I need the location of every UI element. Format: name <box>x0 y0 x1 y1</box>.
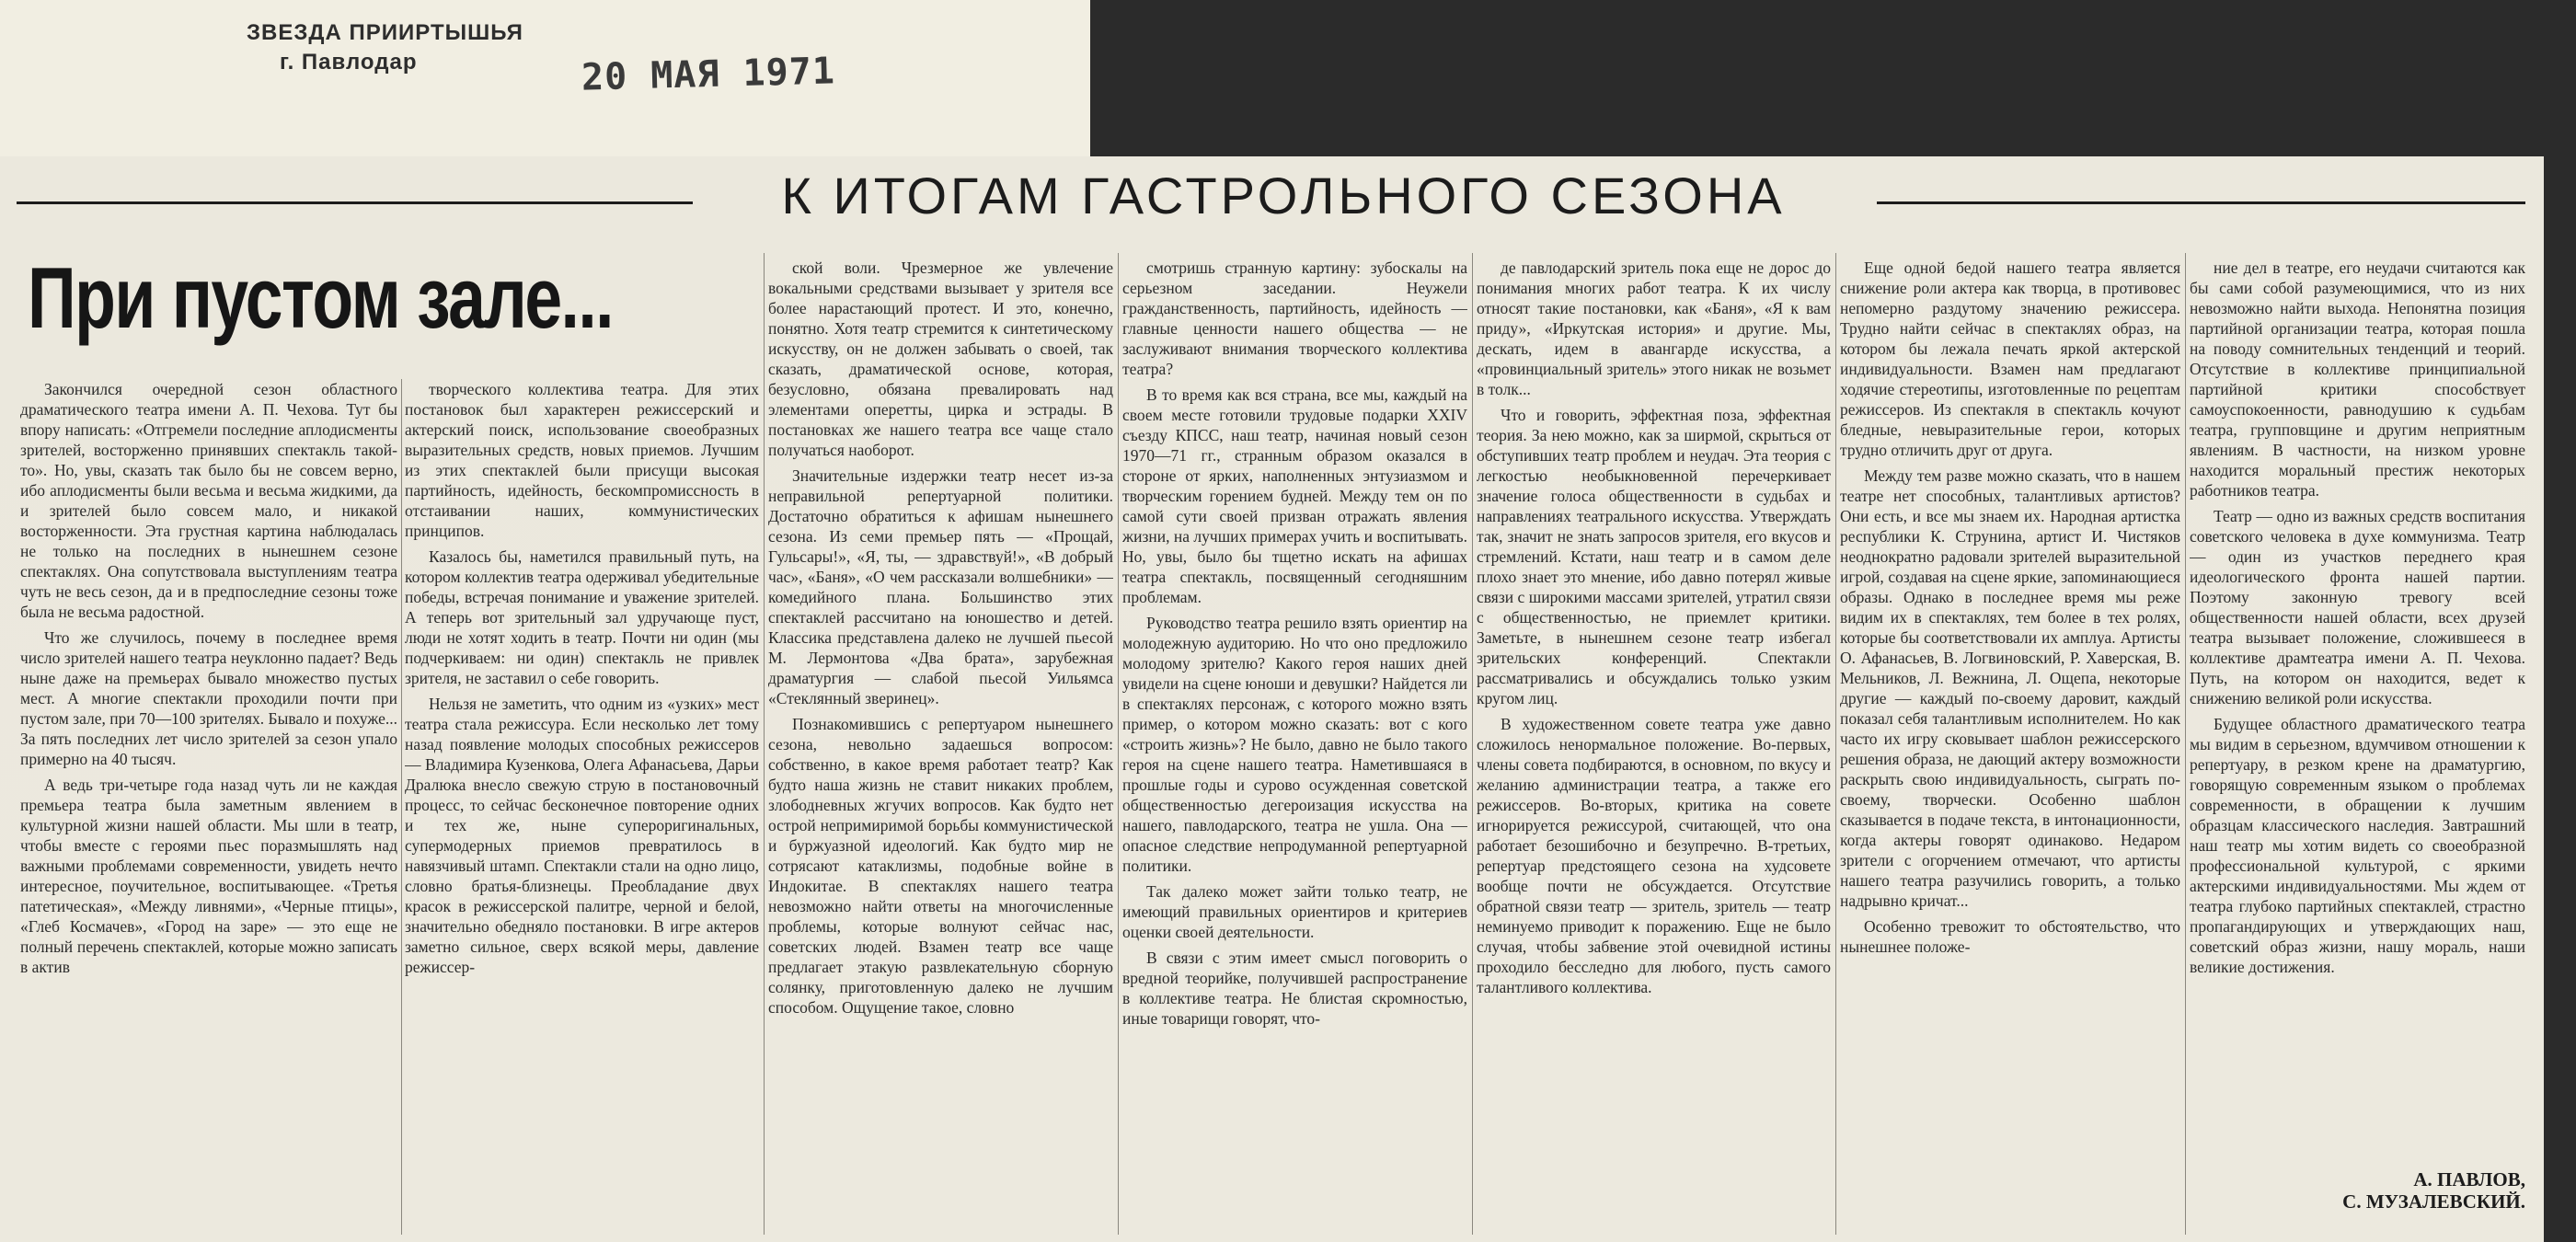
section-rubric: К ИТОГАМ ГАСТРОЛЬНОГО СЕЗОНА <box>781 167 1786 224</box>
article-column-5 <box>1477 258 1831 1235</box>
paragraph: А ведь три-четыре года назад чуть ли не каждая премьера театра была заметным явлением в культурной жизни нашей области. Мы шли в театр, чтобы вместе с героями пьес поразмышлять над важными проблемами современности, увидеть нечто интересное, поучительное, воспитывающее. «Третья патетическая», «Между ливнями», «Черные птицы», «Глеб Космачев», «Город на заре» — это еще не полный перечень спектаклей, которые можно записать в актив <box>20 776 397 976</box>
paragraph: Закончился очередной сезон областного драматического театра имени А. П. Чехова. Тут бы впору написать: «Отгремели последние аплодисменты зрителей, восторженно принявших спектакль такой-то». Но, увы, сказать так было бы не совсем верно, ибо аплодисменты были весьма и весьма жидкими, да и зрителей было совсем мало, и никакой восторженности. Эта грустная картина наблюдалась не только на последних в нынешнем сезоне спектаклях. Она сопутствовала выступлениям театра чуть не весь сезон, да и в предпоследние сезоны тоже была не весьма радостной. <box>20 380 397 621</box>
date-stamp: 20 МАЯ 1971 <box>581 50 836 99</box>
newspaper-city: г. Павлодар <box>280 50 418 75</box>
article-column-3 <box>768 258 1113 1235</box>
paragraph: В связи с этим имеет смысл поговорить о вредной теорийке, получившей распространение в коллективе театра. Не блистая скромностью, иные товарищи говорят, что- <box>1122 949 1467 1028</box>
rubric-rule-right <box>1877 201 2525 204</box>
paragraph: смотришь странную картину: зубоскалы на серьезном заседании. Неужели гражданственность, партийность, идейность — главные ценности нашего общества — не заслуживают внимания творческого коллектива театра? <box>1122 259 1467 378</box>
paragraph: Что же случилось, почему в последнее время число зрителей нашего театра неуклонно падает? Ведь ныне даже на премьерах бывало множество пустых мест. А многие спектакли проходили почти при пустом зале, при 70—100 зрителях. Бывало и похуже... За пять последних лет число зрителей за сезон упало примерно на 40 тысяч. <box>20 628 397 768</box>
paragraph: Казалось бы, наметился правильный путь, на котором коллектив театра одерживал убедительные победы, встречая понимание и уважение зрителей. А теперь вот зрительный зал удручающе пуст, люди не хотят ходить в театр. Почти ни один (мы подчеркиваем: ни один) спектакль не привлек зрителя, не заставил о себе говорить. <box>405 547 759 687</box>
paragraph: Нельзя не заметить, что одним из «узких» мест театра стала режиссура. Если несколько лет тому назад появление молодых способных режиссеров — Владимира Кузенкова, Олега Афанасьева, Дарьи Дралюка внесло свежую струю в постановочный процесс, то сейчас бесконечное повторение одних и тех же, ныне супероригинальных, супермодерных приемов превратилось в навязчивый штамп. Спектакли стали на одно лицо, словно братья-близнецы. Преобладание двух красок в режиссерской палитре, черной и белой, значительно обедняло постановки. В игре актеров заметно сильное, сверх всякой меры, давление режиссер- <box>405 695 759 976</box>
paragraph: Познакомившись с репертуаром нынешнего сезона, невольно задаешься вопросом: собственно, в какое время работает театр? Как будто наша жизнь не ставит никаких проблем, злободневных жгучих вопросов. Как будто нет острой непримиримой борьбы коммунистической и буржуазной идеологий. Как будто мир не сотрясают катаклизмы, подобные войне в Индокитае. В спектаклях нашего театра невозможно найти ответы на многочисленные проблемы, которые волнуют сейчас нас, советских людей. Взамен театр все чаще предлагает этакую развлекательную сборную солянку, приготовленную далеко не лучшим способом. Ощущение такое, словно <box>768 715 1113 1017</box>
paragraph: В то время как вся страна, все мы, каждый на своем месте готовили трудовые подарки XXIV съезду КПСС, наш театр, начиная новый сезон 1970—71 гг., странным образом оказался в стороне от ярких, наполненных энтузиазмом и творческим горением будней. Между тем он по самой сути своей призван отражать явления жизни, на лучших примерах учить и воспитывать. Но, увы, было бы тщетно искать на афишах театра спектакль, посвященный сегодняшним проблемам. <box>1122 385 1467 606</box>
paragraph: ской воли. Чрезмерное же увлечение вокальными средствами вызывает у зрителя все более нарастающий протест. И это, конечно, понятно. Хотя театр стремится к синтетическому искусству, он не должен забывать о своей, так сказать, драматической основе, которая, безусловно, обязана превалировать над элементами оперетты, цирка и эстрады. В постановках же нашего театра все чаще стало получаться наоборот. <box>768 259 1113 459</box>
paragraph: Что и говорить, эффектная поза, эффектная теория. За нею можно, как за ширмой, скрыться от обступивших театр проблем и неудач. Эта теория с легкостью необыкновенной перечеркивает значение голоса общественности в судьбах и направлениях театрального искусства. Утверждать так, значит не знать запросов зрителя, его вкусов и стремлений. Кстати, наш театр и в самом деле плохо знает это мнение, ибо давно потерял живые связи с широкими массами зрителей, утратил связи с общественностью, не приемлет критики. Заметьте, в нынешнем сезоне театр избегал зрительских конференций. Спектакли рассматривались и обсуждались только узким кругом лиц. <box>1477 406 1831 707</box>
author-name: А. ПАВЛОВ, <box>2413 1168 2525 1190</box>
article-headline: При пустом зале... <box>28 249 613 346</box>
article-column-2 <box>405 379 759 1235</box>
paragraph: де павлодарский зритель пока еще не дорос до понимания многих работ театра. К их числу относят такие постановки, как «Баня», «Я к вам приду», «Иркутская история» и другие. Мы, дескать, идем в авангарде искусства, а «провинциальный зритель» этого никак не возьмет в толк... <box>1477 259 1831 398</box>
paragraph: Между тем разве можно сказать, что в нашем театре нет способных, талантливых артистов? Они есть, и все мы знаем их. Народная артистка республики К. Струнина, артист И. Чистяков неоднократно радовали зрителей выразительной игрой, создавая на сцене яркие, запоминающиеся образы. Однако в последнее время мы реже видим их в спектаклях, тем более в тех ролях, которые бы соответствовали их амплуа. Артисты О. Афанасьев, В. Логвиновский, Р. Хаверская, В. Мельников, Л. Вежнина, Л. Ощепа, некоторые другие — каждый по-своему даровит, каждый показал себя талантливым исполнителем. Но как часто их игру сковывает шаблон режиссерского решения образа, не дающий актеру возможности раскрыть свою индивидуальность, сыграть по-своему, творчески. Особенно шаблон сказывается в подаче текста, в интонационности, когда актеры говорят одинаково. Недаром зрители с огорчением отмечают, что артисты нашего театра разучились говорить, а только надрывно кричат... <box>1840 466 2180 910</box>
newspaper-title: ЗВЕЗДА ПРИИРТЫШЬЯ <box>247 20 523 45</box>
paragraph: Будущее областного драматического театра мы видим в серьезном, вдумчивом отношении к репертуару, в резком крене на драматургию, говорящую современным языком о проблемах современности, в обращении к лучшим образцам классического наследия. Завтрашний наш театр мы хотим видеть со своеобразной профессиональной культурой, с яркими актерскими индивидуальностями. Мы ждем от театра глубоко партийных спектаклей, страстно пропагандирующих и утверждающих наш, советский образ жизни, нашу мораль, наши великие достижения. <box>2190 715 2525 976</box>
column-divider <box>764 253 765 1235</box>
paragraph: В художественном совете театра уже давно сложилось ненормальное положение. Во-первых, члены совета подбираются, в основном, по вкусу и желанию администрации театра, а также его режиссеров. Во-вторых, критика на совете игнорируется режиссурой, считающей, что она работает безошибочно и безупречно. В-третьих, репертуар предстоящего сезона на худсовете вообще почти не обсуждается. Отсутствие обратной связи театр — зритель, зритель — театр неминуемо приводит к поражению. Еще не было случая, чтобы забвение этой очевидной истины проходило бесследно для любого, пусть самого талантливого коллектива. <box>1477 715 1831 996</box>
paragraph: Значительные издержки театр несет из-за неправильной репертуарной политики. Достаточно обратиться к афишам нынешнего сезона. Из семи премьер пять — «Прощай, Гульсары!», «Я, ты, — здравствуй!», «В добрый час», «Баня», «О чем рассказали волшебники» — комедийного плана. Большинство этих спектаклей рассчитано на юношество и детей. Классика представлена далеко не лучшей пьесой М. Лермонтова «Два брата», зарубежная драматургия — слабой пьесой Уильямса «Стеклянный зверинец». <box>768 466 1113 707</box>
paragraph: Особенно тревожит то обстоятельство, что нынешнее положе- <box>1840 917 2180 956</box>
article-column-1 <box>20 379 397 1235</box>
paragraph: Так далеко может зайти только театр, не имеющий правильных ориентиров и критериев оценки своей деятельности. <box>1122 882 1467 941</box>
scanner-background-right <box>2544 0 2576 1242</box>
paragraph: Театр — одно из важных средств воспитания советского человека в духе коммунизма. Театр — один из участков переднего края идеологического фронта нашей партии. Поэтому законную тревогу всей общественности нашей области, всех друзей театра вызывает положение, сложившееся в коллективе драмтеатра имени А. П. Чехова. Путь, на котором он находится, ведет к снижению великой роли искусства. <box>2190 507 2525 707</box>
article-column-4 <box>1122 258 1467 1235</box>
article-column-6 <box>1840 258 2180 1235</box>
column-divider <box>1835 253 1836 1235</box>
rubric-rule-left <box>17 201 693 204</box>
article-column-7 <box>2190 258 2525 1164</box>
column-divider <box>401 379 402 1235</box>
paragraph: Еще одной бедой нашего театра является снижение роли актера как творца, в противовес непомерно раздутому значению режиссера. Трудно найти сейчас в спектаклях образ, на котором бы лежала печать яркой актерской индивидуальности. Взамен нам предлагают ходячие стереотипы, изготовленные по рецептам режиссеров. Из спектакля в спектакль кочуют бледные, невыразительные герои, которых трудно отличить друг от друга. <box>1840 259 2180 459</box>
author-name: С. МУЗАЛЕВСКИЙ. <box>2342 1190 2525 1213</box>
article-signature <box>2341 1168 2525 1213</box>
newspaper-masthead <box>247 18 523 77</box>
paragraph: Руководство театра решило взять ориентир на молодежную аудиторию. Но что оно предложило молодому зрителю? Какого героя наших дней увидели на сцене юноши и девушки? Найдется ли в спектаклях персонаж, с которого можно взять пример, о котором можно сказать: вот с кого «строить жизнь»? Не было, давно не было такого героя на сцене нашего театра. Наметившаяся в прошлые годы и сурово осужденная советской общественностью дегероизация искусства на нашего, павлодарского, театра не ушла. Она — опасное следствие непродуманной репертуарной политики. <box>1122 614 1467 875</box>
column-divider <box>1472 253 1473 1235</box>
paragraph: ние дел в театре, его неудачи считаются как бы сами собой разумеющимися, что из них невозможно найти выхода. Непонятна позиция партийной организации театра, которая пошла на поводу сомнительных тенденций и теорий. Отсутствие в коллективе принципиальной партийной критики способствует самоуспокоенности, равнодушию к судьбам театра, групповщине и другим неприятным явлениям. В частности, на низком уровне находится моральный престиж некоторых работников театра. <box>2190 259 2525 500</box>
paragraph: творческого коллектива театра. Для этих постановок был характерен режиссерский и актерский поиск, использование своеобразных выразительных средств, новых приемов. Лучшим из этих спектаклей были присущи высокая партийность, идейность, бескомпромиссность в отстаивании наших, коммунистических принципов. <box>405 380 759 540</box>
column-divider <box>1118 253 1119 1235</box>
column-divider <box>2185 253 2186 1235</box>
